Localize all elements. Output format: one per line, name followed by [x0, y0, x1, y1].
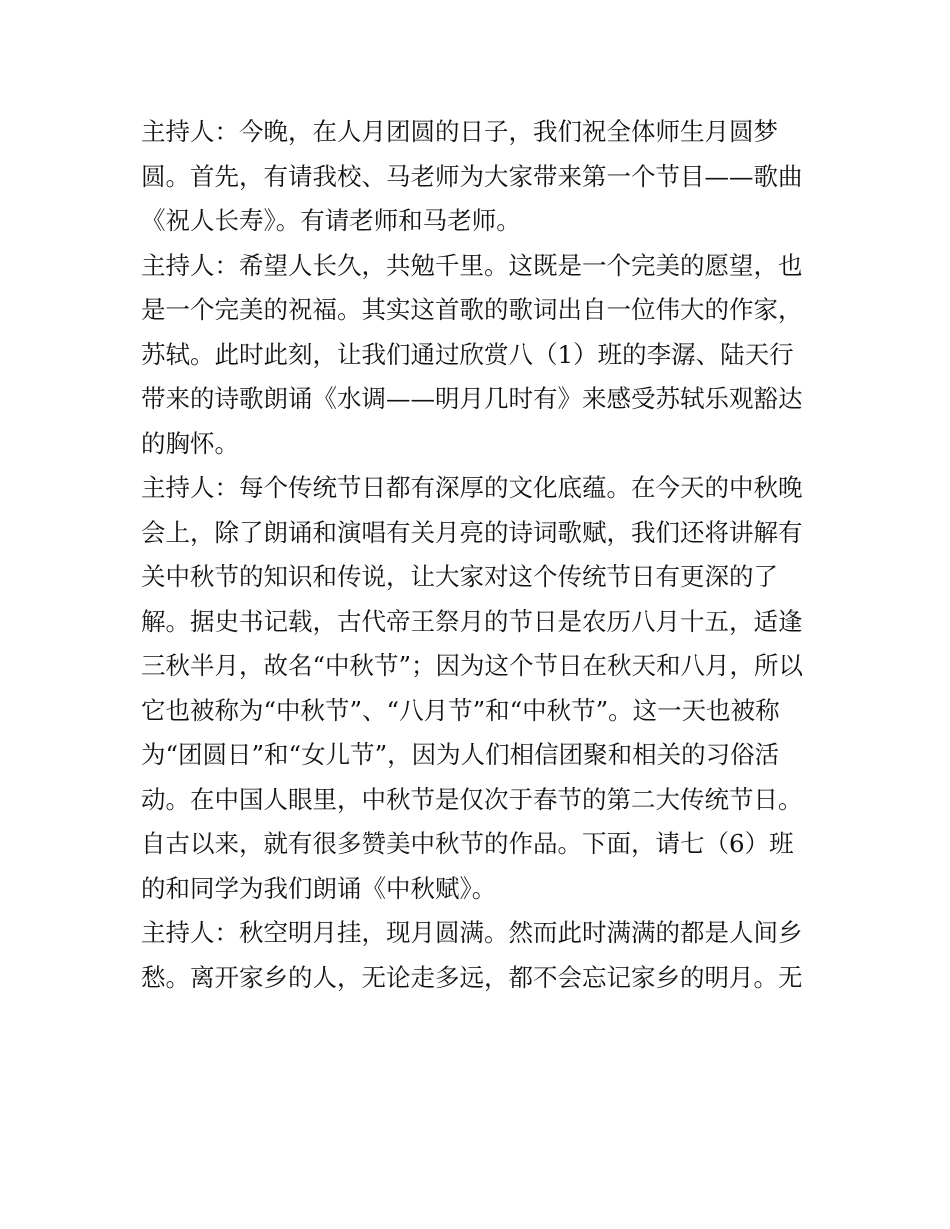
text-line: 带来的诗歌朗诵《水调——明月几时有》来感受苏轼乐观豁达 — [141, 384, 803, 413]
text-line: 主持人：秋空明月挂，现月圆满。然而此时满满的都是人间乡 — [141, 918, 803, 947]
text-line: 它也被称为“中秋节”、“八月节”和“中秋节”。这一天也被称 — [141, 695, 780, 725]
text-line: 关中秋节的知识和传说，让大家对这个传统节日有更深的了 — [141, 562, 778, 591]
text-line: 三秋半月，故名“中秋节”；因为这个节日在秋天和八月，所以 — [141, 651, 804, 680]
text-line: 是一个完美的祝福。其实这首歌的歌词出自一位伟大的作家， — [141, 295, 803, 324]
text-line: 愁。离开家乡的人，无论走多远，都不会忘记家乡的明月。无 — [141, 962, 803, 992]
text-line: 动。在中国人眼里，中秋节是仅次于春节的第二大传统节日。 — [141, 784, 803, 814]
text-line: 的胸怀。 — [141, 428, 239, 458]
text-line: 主持人：每个传统节日都有深厚的文化底蕴。在今天的中秋晚 — [141, 473, 803, 502]
document-body — [141, 110, 821, 1000]
text-line: 苏轼。此时此刻，让我们通过欣赏八（1）班的李潺、陆天行 — [141, 339, 794, 369]
text-line: 圆。首先，有请我校、马老师为大家带来第一个节目——歌曲 — [141, 161, 803, 191]
text-line: 解。据史书记载，古代帝王祭月的节日是农历八月十五，适逢 — [141, 606, 803, 636]
text-line: 自古以来，就有很多赞美中秋节的作品。下面，请七（6）班 — [141, 829, 794, 858]
text-line: 《祝人长寿》。有请老师和马老师。 — [141, 206, 521, 235]
text-line: 会上，除了朗诵和演唱有关月亮的诗词歌赋，我们还将讲解有 — [141, 517, 803, 547]
text-line: 主持人：希望人长久，共勉千里。这既是一个完美的愿望，也 — [141, 250, 803, 280]
text-line: 为“团圆日”和“女儿节”，因为人们相信团聚和相关的习俗活 — [141, 740, 780, 769]
text-line: 的和同学为我们朗诵《中秋赋》。 — [141, 873, 497, 903]
text-line: 主持人：今晚，在人月团圆的日子，我们祝全体师生月圆梦 — [141, 117, 778, 146]
